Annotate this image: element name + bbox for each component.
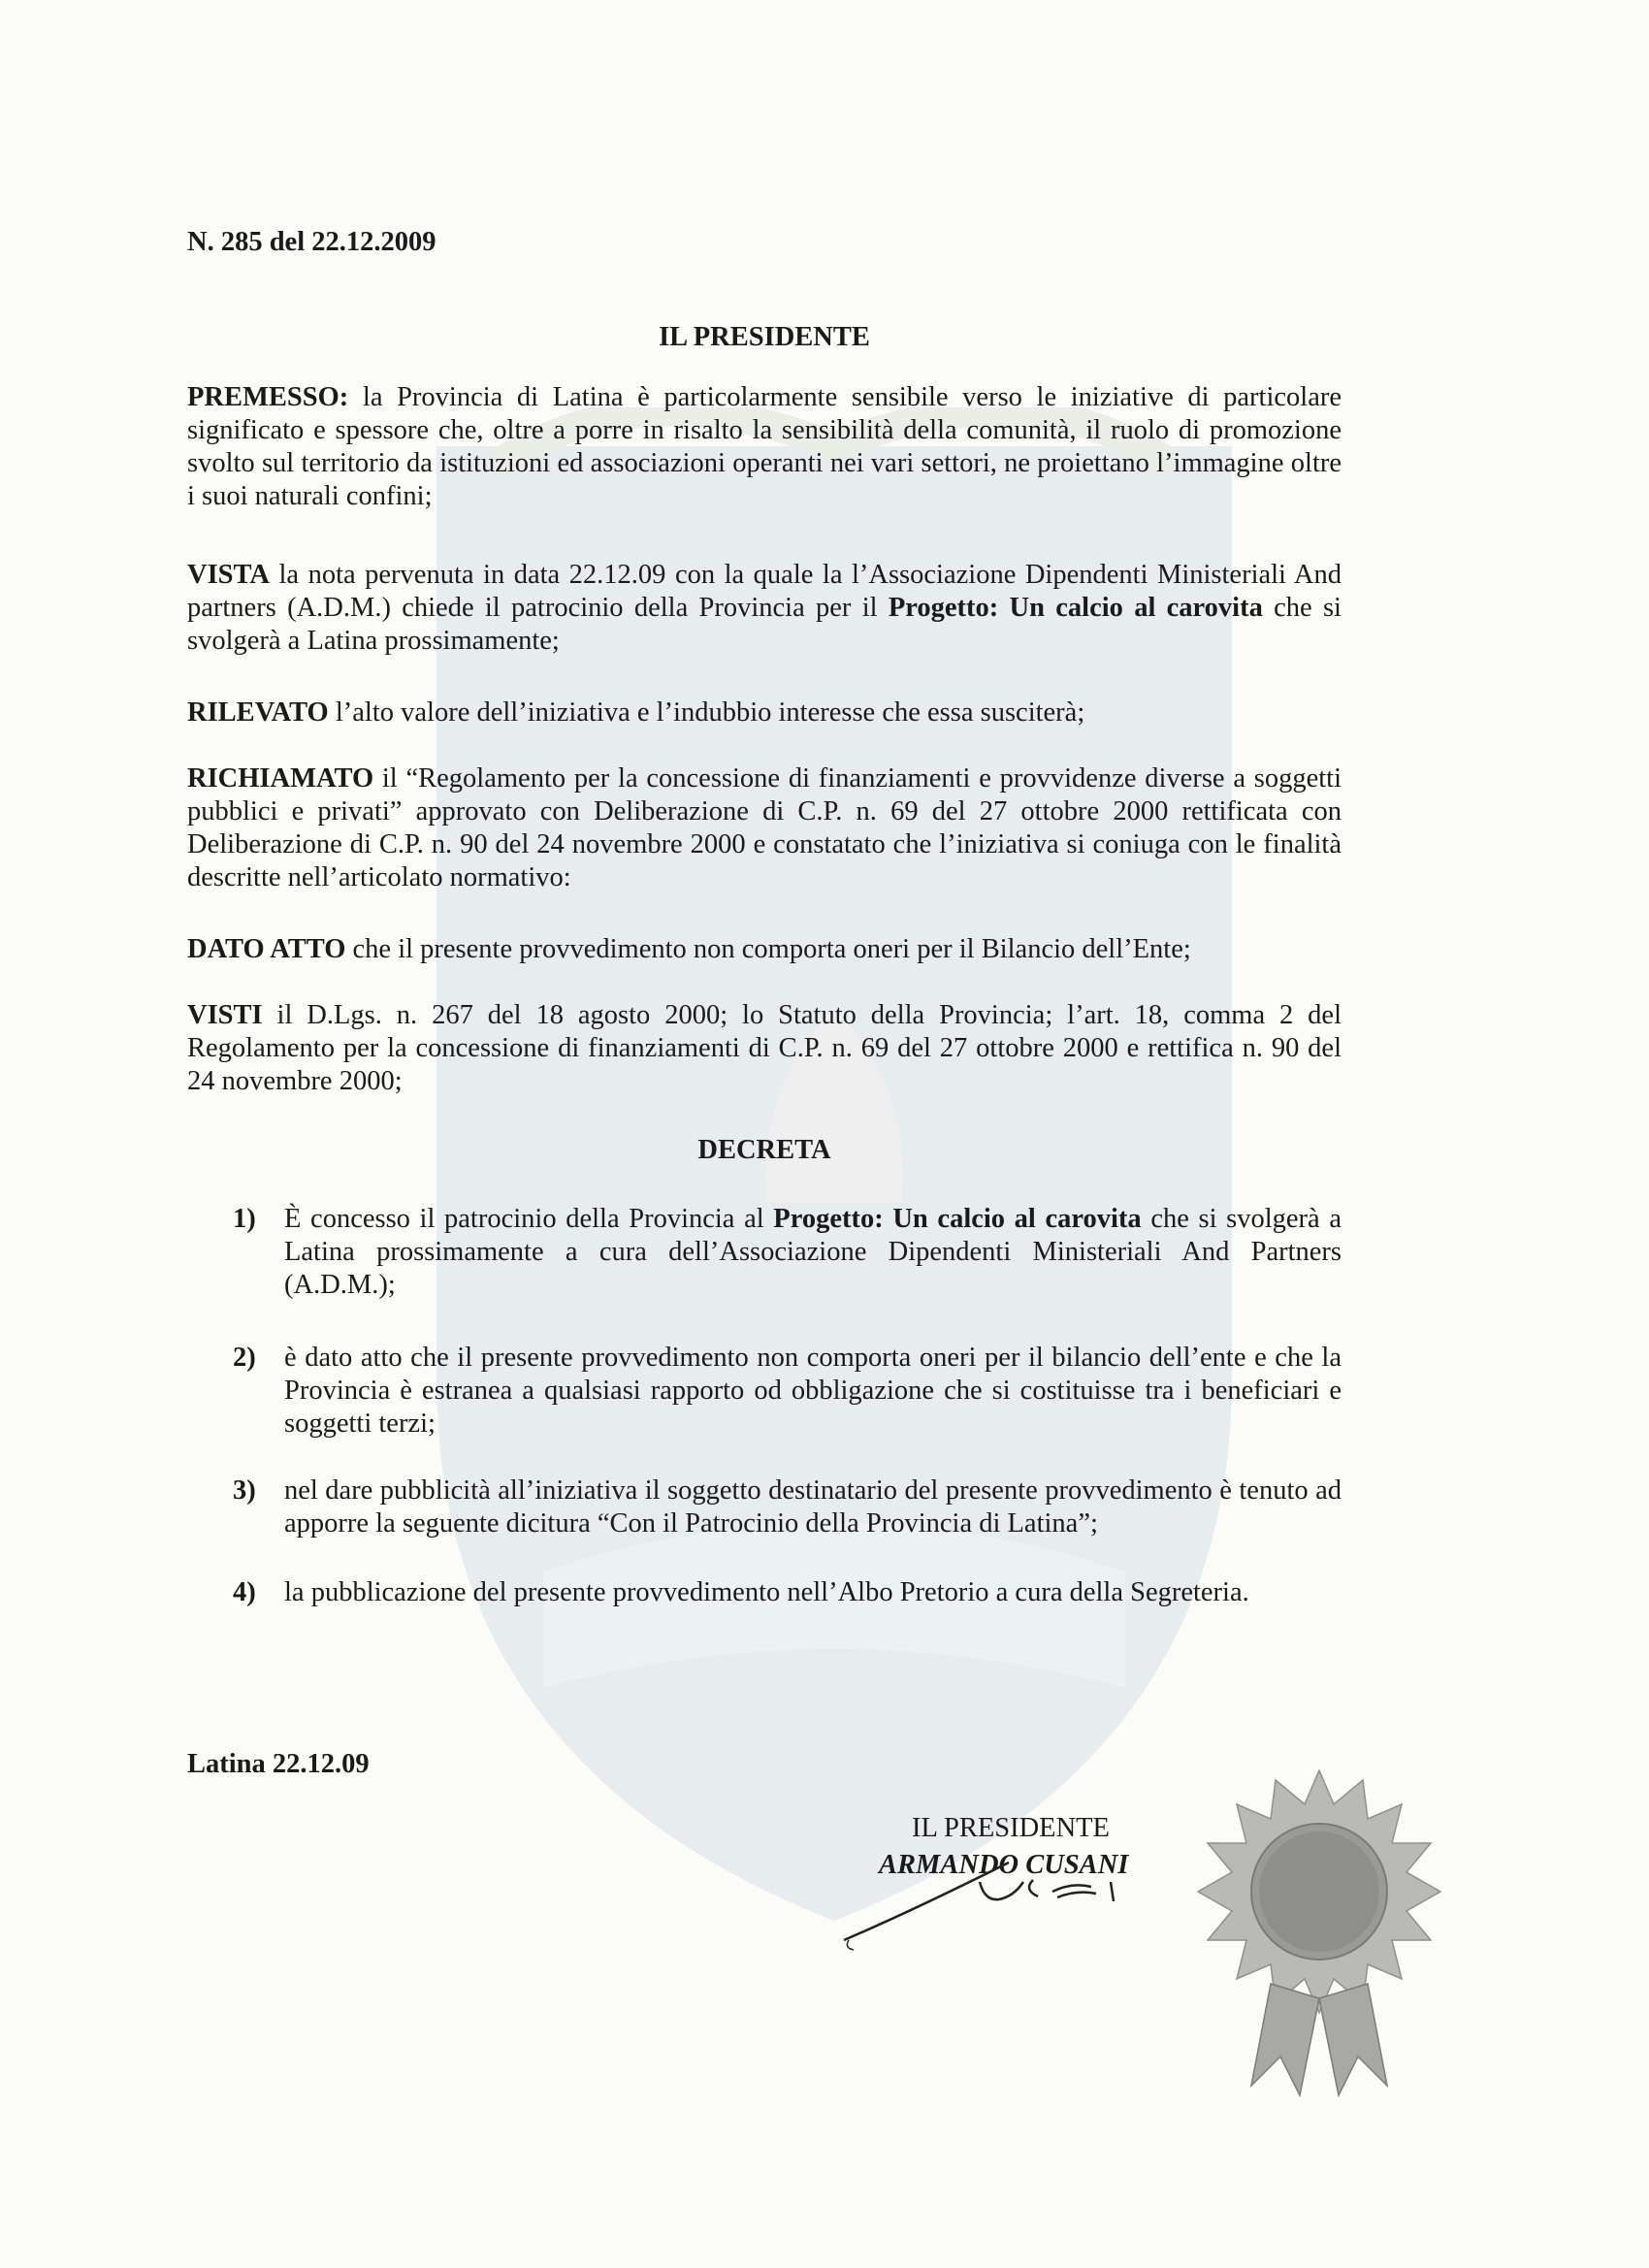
item-number: 1) <box>233 1204 256 1234</box>
paragraph-text: che il presente provvedimento non comporta oneri per il Bilancio dell’Ente; <box>345 934 1191 964</box>
decreta-item-4 <box>233 1576 1342 1609</box>
paragraph-text: il “Regolamento per la concessione di finanziamenti e provvidenze diverse a soggetti pubblici e privati” approvato con Deliberazione di C.P. n. 69 del 27 ottobre 2000 rettificata con Deliberazione di C.P. n. 90 del 24 novembre 2000 e constatato che l’iniziativa si coniuga con le finalità descritte nell’articolato normativo: <box>187 763 1342 892</box>
paragraph-visti <box>187 999 1342 1098</box>
item-text: la pubblicazione del presente provvedimento nell’Albo Pretorio a cura della Segreteria. <box>284 1577 1249 1607</box>
item-text: È concesso il patrocinio della Provincia al <box>284 1204 774 1234</box>
paragraph-lead: VISTI <box>187 1000 263 1030</box>
decreta-item-2 <box>233 1342 1342 1441</box>
item-text: che si svolgerà a Latina prossimamente a cura dell’Associazione Dipendenti Ministeriali And Partners (A.D.M.); <box>284 1204 1342 1300</box>
item-text: è dato atto che il presente provvedimento non comporta oneri per il bilancio dell’ente e che la Provincia è estranea a qualsiasi rapporto od obbligazione che si costituisse tra i beneficiari e soggetti terzi; <box>284 1343 1342 1439</box>
decreta-heading: DECRETA <box>697 1135 831 1165</box>
item-number: 4) <box>233 1577 256 1607</box>
paragraph-rilevato <box>187 697 1342 729</box>
paragraph-lead: PREMESSO: <box>187 382 349 412</box>
item-text: nel dare pubblicità all’iniziativa il soggetto destinatario del presente provvedimento è tenuto ad apporre la seguente dicitura “Con il Patrocinio della Provincia di Latina”; <box>284 1475 1342 1539</box>
paragraph-text: il D.Lgs. n. 267 del 18 agosto 2000; lo Statuto della Provincia; l’art. 18, comma 2 del Regolamento per la concessione di finanziamenti di C.P. n. 69 del 27 ottobre 2000 e rettifica n. 90 del 24 novembre 2000; <box>187 1000 1342 1096</box>
place-date: Latina 22.12.09 <box>187 1749 370 1779</box>
handwritten-signature <box>834 1843 1154 1960</box>
paragraph-lead: DATO ATTO <box>187 934 346 964</box>
paragraph-text: l’alto valore dell’iniziativa e l’indubbio interesse che essa susciterà; <box>328 697 1085 728</box>
paragraph-text: la Provincia di Latina è particolarmente sensibile verso le iniziative di particolare significato e spessore che, oltre a porre in risalto la sensibilità della comunità, il ruolo di promozione svolto sul territorio da istituzioni ed associazioni operanti nei vari settori, ne proiettano l’immagine oltre i suoi naturali confini; <box>187 382 1342 511</box>
paragraph-richiamato <box>187 762 1342 894</box>
paragraph-lead: RICHIAMATO <box>187 763 374 794</box>
signer-name: ARMANDO CUSANI <box>879 1850 1129 1880</box>
paragraph-lead: VISTA <box>187 560 270 590</box>
decreta-item-1 <box>233 1203 1342 1302</box>
document-number: N. 285 del 22.12.2009 <box>187 227 436 257</box>
item-number: 3) <box>233 1475 256 1506</box>
paragraph-vista <box>187 559 1342 658</box>
embossed-seal <box>1193 1766 1445 2115</box>
document-heading: IL PRESIDENTE <box>659 322 870 352</box>
decreta-item-3 <box>233 1474 1342 1540</box>
paragraph-text: la nota pervenuta in data 22.12.09 con la quale la l’Associazione Dipendenti Ministeriali And partners (A.D.M.) chiede il patrocinio della Provincia per il <box>187 560 1342 623</box>
paragraph-premesso <box>187 381 1342 513</box>
project-name: Progetto: Un calcio al carovita <box>888 593 1263 623</box>
paragraph-text: che si svolgerà a Latina prossimamente; <box>187 593 1342 656</box>
paragraph-dato-atto <box>187 933 1342 966</box>
signer-title: IL PRESIDENTE <box>912 1813 1110 1843</box>
paragraph-lead: RILEVATO <box>187 697 329 728</box>
project-name: Progetto: Un calcio al carovita <box>773 1204 1142 1234</box>
item-number: 2) <box>233 1343 256 1373</box>
